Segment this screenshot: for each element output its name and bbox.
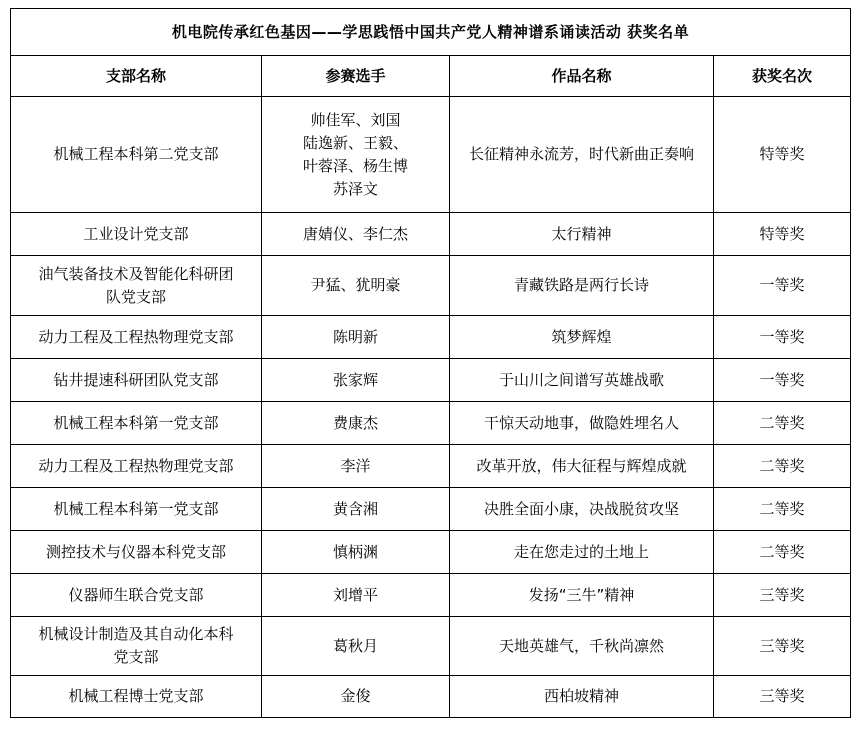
work-cell: 青藏铁路是两行长诗 bbox=[450, 256, 714, 316]
players-cell: 刘增平 bbox=[262, 574, 450, 617]
players-cell: 葛秋月 bbox=[262, 617, 450, 676]
branch-cell: 仪器师生联合党支部 bbox=[11, 574, 262, 617]
work-cell: 长征精神永流芳，时代新曲正奏响 bbox=[450, 97, 714, 213]
table-title: 机电院传承红色基因——学思践悟中国共产党人精神谱系诵读活动 获奖名单 bbox=[11, 9, 851, 56]
award-cell: 一等奖 bbox=[714, 359, 851, 402]
players-cell: 慎柄渊 bbox=[262, 531, 450, 574]
player-line: 陆逸新、王毅、 bbox=[302, 133, 408, 152]
table-row bbox=[11, 574, 851, 617]
award-cell: 一等奖 bbox=[714, 316, 851, 359]
player-line: 叶蓉泽、杨生博 bbox=[302, 156, 408, 175]
players-cell: 李洋 bbox=[262, 445, 450, 488]
branch-cell: 测控技术与仪器本科党支部 bbox=[11, 531, 262, 574]
branch-line: 党支部 bbox=[113, 648, 159, 666]
branch-line: 机械设计制造及其自动化本科 bbox=[38, 625, 234, 643]
table-row bbox=[11, 676, 851, 718]
award-cell: 一等奖 bbox=[714, 256, 851, 316]
award-table bbox=[10, 8, 851, 718]
player-line: 苏泽文 bbox=[332, 179, 378, 198]
branch-cell: 机械工程本科第一党支部 bbox=[11, 402, 262, 445]
players-cell: 尹猛、犹明豪 bbox=[262, 256, 450, 316]
branch-line: 油气装备技术及智能化科研团 bbox=[38, 264, 234, 283]
table-row bbox=[11, 402, 851, 445]
branch-cell: 机械工程本科第二党支部 bbox=[11, 97, 262, 213]
branch-cell bbox=[11, 617, 262, 676]
table-row bbox=[11, 359, 851, 402]
table-row bbox=[11, 256, 851, 316]
branch-cell: 工业设计党支部 bbox=[11, 213, 262, 256]
column-header-branch: 支部名称 bbox=[11, 56, 262, 97]
work-cell: 于山川之间谱写英雄战歌 bbox=[450, 359, 714, 402]
title-row bbox=[11, 9, 851, 56]
players-cell: 费康杰 bbox=[262, 402, 450, 445]
column-header-award: 获奖名次 bbox=[714, 56, 851, 97]
table-row bbox=[11, 97, 851, 213]
table-row bbox=[11, 213, 851, 256]
work-cell: 干惊天动地事，做隐姓埋名人 bbox=[450, 402, 714, 445]
branch-cell: 机械工程本科第一党支部 bbox=[11, 488, 262, 531]
table-row bbox=[11, 531, 851, 574]
award-cell: 二等奖 bbox=[714, 445, 851, 488]
award-cell: 二等奖 bbox=[714, 402, 851, 445]
branch-cell bbox=[11, 256, 262, 316]
award-cell: 二等奖 bbox=[714, 531, 851, 574]
branch-cell: 动力工程及工程热物理党支部 bbox=[11, 316, 262, 359]
award-cell: 二等奖 bbox=[714, 488, 851, 531]
branch-cell: 动力工程及工程热物理党支部 bbox=[11, 445, 262, 488]
table-row bbox=[11, 316, 851, 359]
players-cell: 金俊 bbox=[262, 676, 450, 718]
players-cell: 陈明新 bbox=[262, 316, 450, 359]
table-row bbox=[11, 488, 851, 531]
players-cell: 唐婧仪、李仁杰 bbox=[262, 213, 450, 256]
work-cell: 天地英雄气，千秋尚凛然 bbox=[450, 617, 714, 676]
work-cell: 西柏坡精神 bbox=[450, 676, 714, 718]
players-cell: 张家辉 bbox=[262, 359, 450, 402]
work-cell: 走在您走过的土地上 bbox=[450, 531, 714, 574]
work-cell: 改革开放，伟大征程与辉煌成就 bbox=[450, 445, 714, 488]
header-row bbox=[11, 56, 851, 97]
work-cell: 决胜全面小康，决战脱贫攻坚 bbox=[450, 488, 714, 531]
column-header-players: 参赛选手 bbox=[262, 56, 450, 97]
award-cell: 三等奖 bbox=[714, 574, 851, 617]
column-header-work: 作品名称 bbox=[450, 56, 714, 97]
branch-line: 队党支部 bbox=[105, 287, 166, 306]
award-cell: 特等奖 bbox=[714, 213, 851, 256]
table-row bbox=[11, 617, 851, 676]
table-row bbox=[11, 445, 851, 488]
player-line: 帅佳军、刘国 bbox=[310, 110, 401, 129]
award-cell: 三等奖 bbox=[714, 617, 851, 676]
award-cell: 三等奖 bbox=[714, 676, 851, 718]
award-cell: 特等奖 bbox=[714, 97, 851, 213]
work-cell: 筑梦辉煌 bbox=[450, 316, 714, 359]
branch-cell: 钻井提速科研团队党支部 bbox=[11, 359, 262, 402]
work-cell: 发扬“三牛”精神 bbox=[450, 574, 714, 617]
work-cell: 太行精神 bbox=[450, 213, 714, 256]
players-cell bbox=[262, 97, 450, 213]
players-cell: 黄含湘 bbox=[262, 488, 450, 531]
branch-cell: 机械工程博士党支部 bbox=[11, 676, 262, 718]
